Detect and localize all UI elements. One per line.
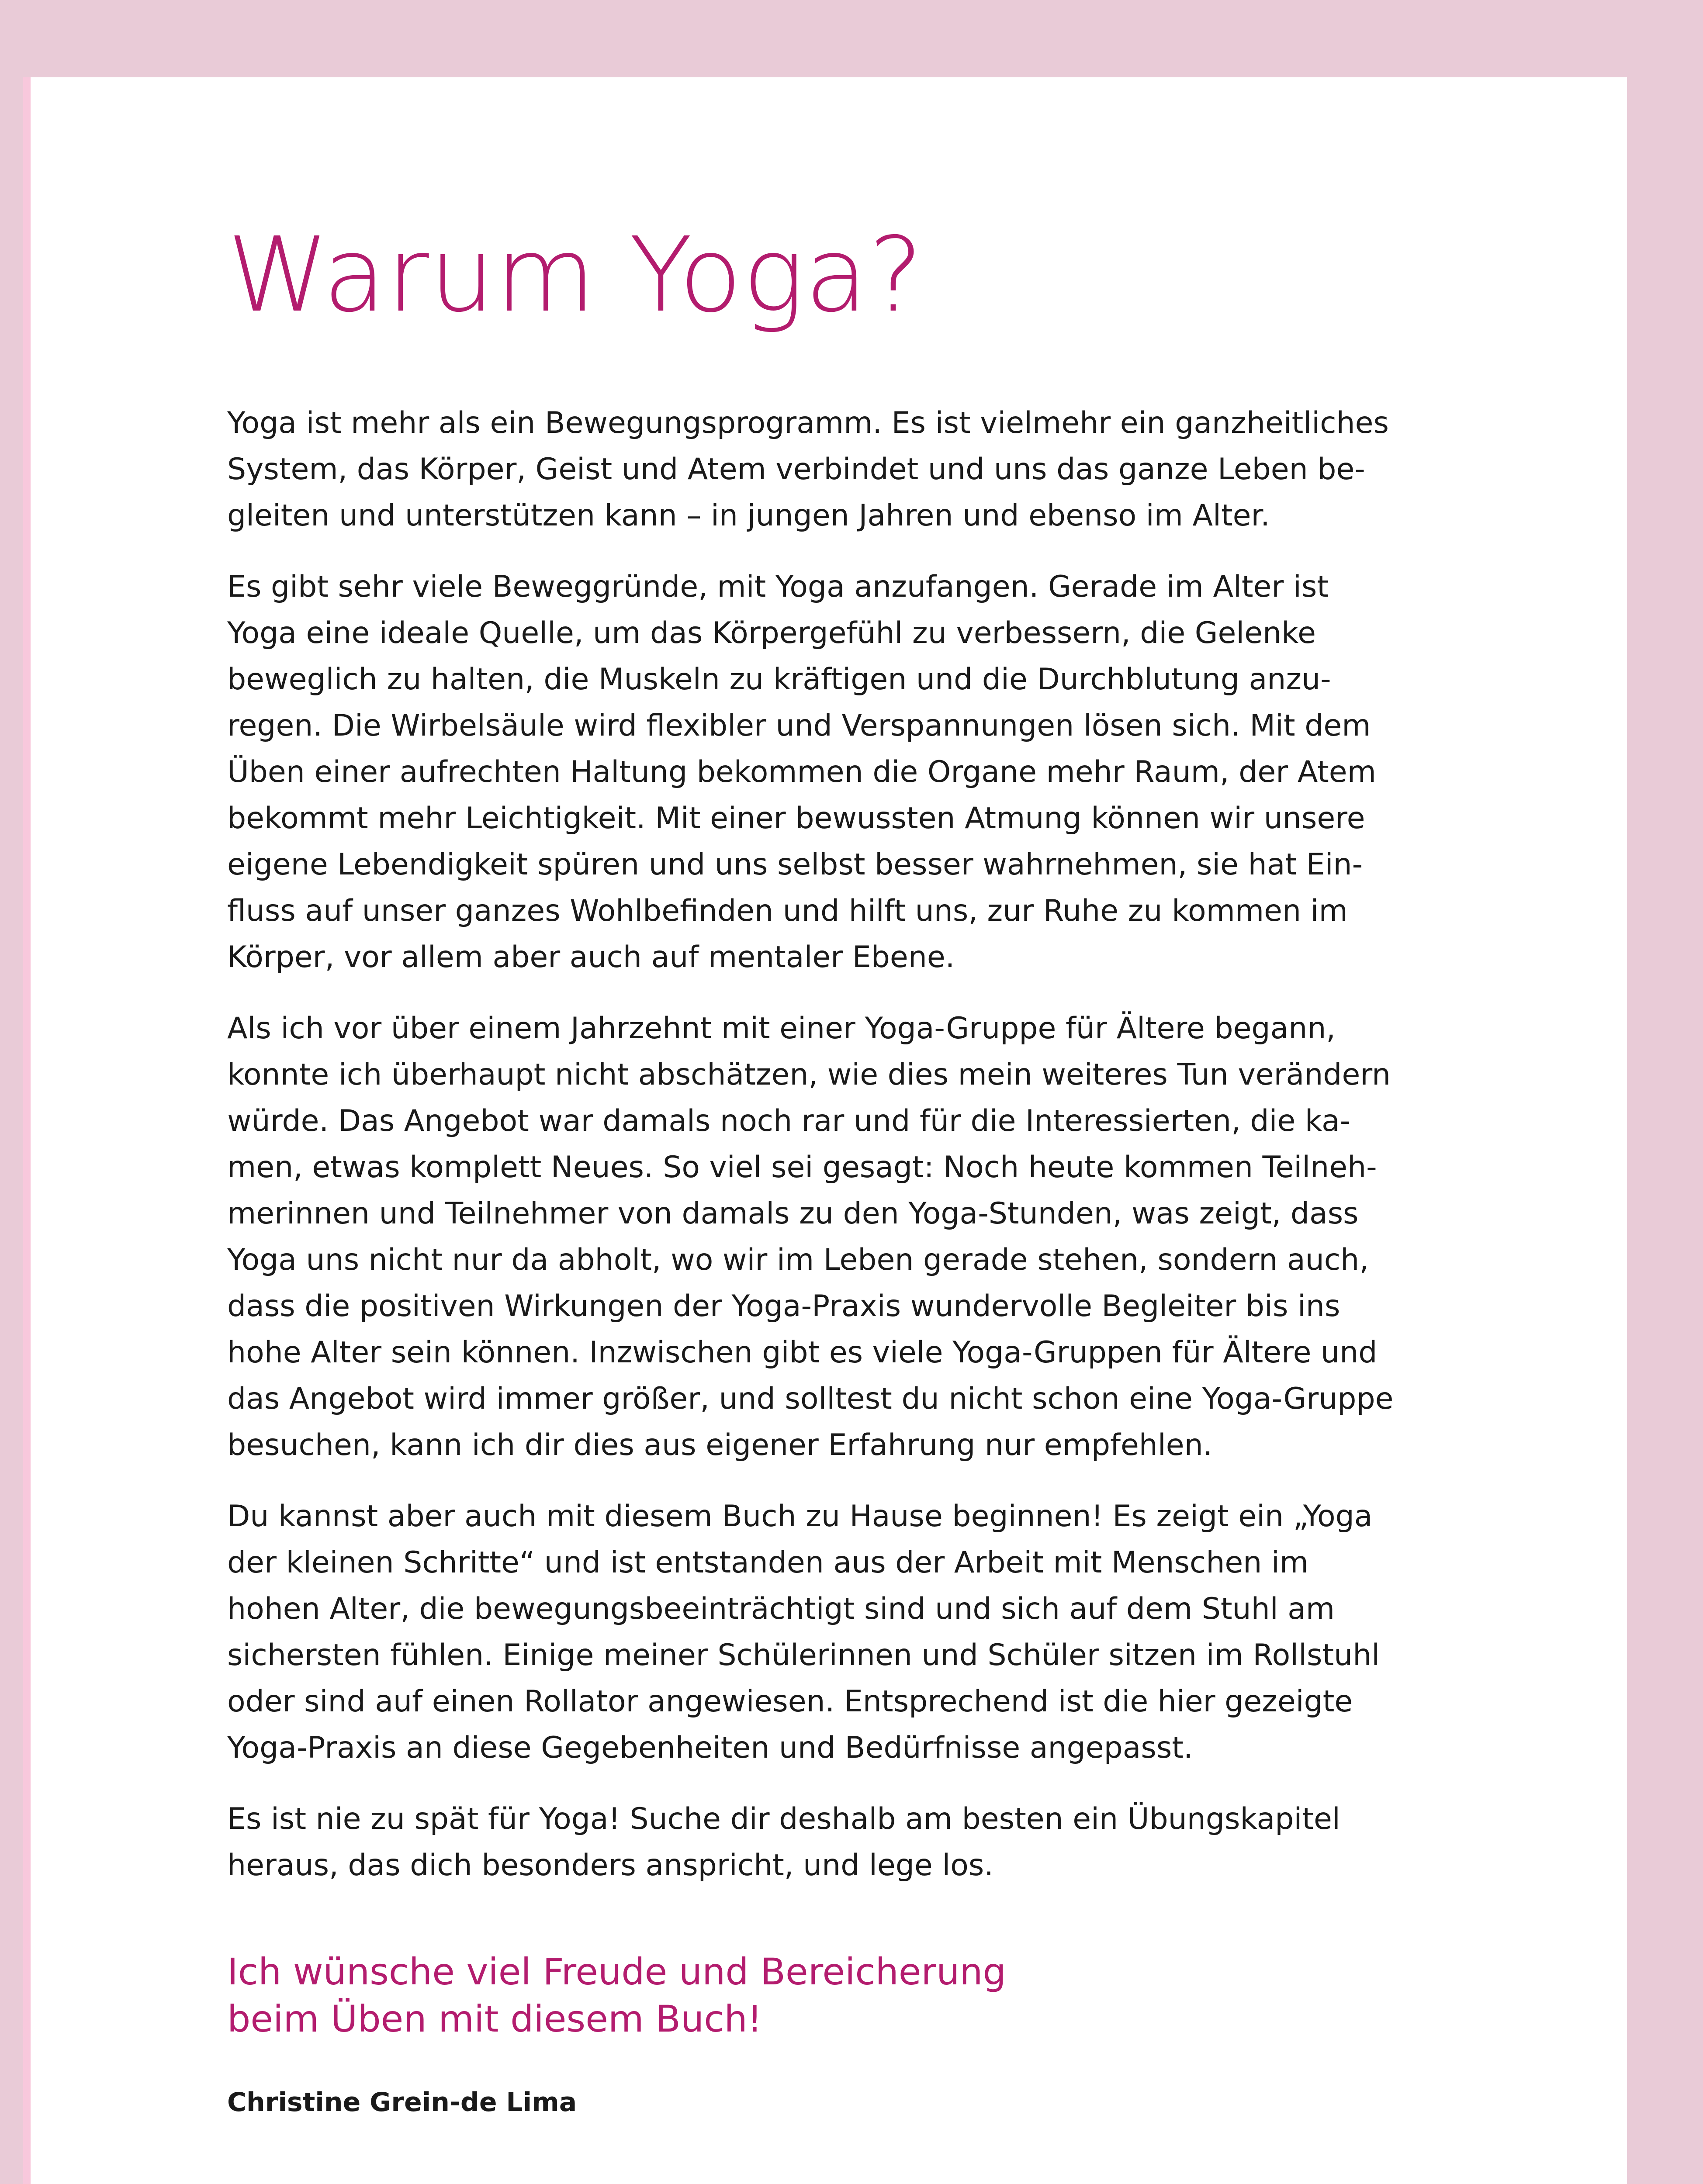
body-text (227, 400, 1398, 1889)
page-title: Warum Yoga? (227, 215, 924, 335)
paragraph-experience: Als ich vor über einem Jahrzehnt mit einer Yoga-Gruppe für Ältere begann, konnte ich überhaupt nicht abschätzen, wie dies mein weiteres Tun verändern würde. Das Angebot war damals noch rar und für die Interessierten, die ka- men, etwas komplett Neues. So viel sei gesagt: Noch heute kommen Teilneh- merinnen und Teilnehmer von damals zu den Yoga-Stunden, was zeigt, dass Yoga uns nicht nur da abholt, wo wir im Leben gerade stehen, sondern auch, dass die positiven Wirkungen der Yoga-Praxis wundervolle Begleiter bis ins hohe Alter sein können. Inzwischen gibt es viele Yoga-Gruppen für Ältere und das Angebot wird immer größer, und solltest du nicht schon eine Yoga-Gruppe besuchen, kann ich dir dies aus eigener Erfahrung nur empfehlen. (227, 1011, 1394, 1462)
paragraph-book: Du kannst aber auch mit diesem Buch zu Hause beginnen! Es zeigt ein „Yoga der kleinen Schritte“ und ist entstanden aus der Arbeit mit Menschen im hohen Alter, die bewegungsbeeinträchtigt sind und sich auf dem Stuhl am sichersten fühlen. Einige meiner Schülerinnen und Schüler sitzen im Rollstuhl oder sind auf einen Rollator angewiesen. Entsprechend ist die hier gezeigte Yoga-Praxis an diese Gegebenheiten und Bedürfnisse angepasst. (227, 1499, 1380, 1765)
paragraph-reasons: Es gibt sehr viele Beweggründe, mit Yoga anzufangen. Gerade im Alter ist Yoga eine ideale Quelle, um das Körpergefühl zu verbessern, die Gelenke beweglich zu halten, die Muskeln zu kräftigen und die Durchblutung anzu- regen. Die Wirbelsäule wird flexibler und Verspannungen lösen sich. Mit dem Üben einer aufrechten Haltung bekommen die Organe mehr Raum, der Atem bekommt mehr Leichtigkeit. Mit einer bewussten Atmung können wir unsere eigene Lebendigkeit spüren und uns selbst besser wahrnehmen, sie hat Ein- fluss auf unser ganzes Wohlbefinden und hilft uns, zur Ruhe zu kommen im Körper, vor allem aber auch auf mentaler Ebene. (227, 570, 1376, 975)
author-signature: Christine Grein-de Lima (227, 2087, 577, 2118)
paragraph-intro: Yoga ist mehr als ein Bewegungsprogramm. Es ist vielmehr ein ganzheitliches System, das Körper, Geist und Atem verbindet und uns das ganze Leben be- gleiten und unterstützen kann – in jungen Jahren und ebenso im Alter. (227, 406, 1389, 533)
page-edge-stripe (23, 77, 31, 2184)
closing-wish: Ich wünsche viel Freude und Bereicherung beim Üben mit diesem Buch! (227, 1950, 1006, 2040)
paragraph-start: Es ist nie zu spät für Yoga! Suche dir deshalb am besten ein Übungskapitel heraus, das dich besonders anspricht, und lege los. (227, 1802, 1340, 1883)
